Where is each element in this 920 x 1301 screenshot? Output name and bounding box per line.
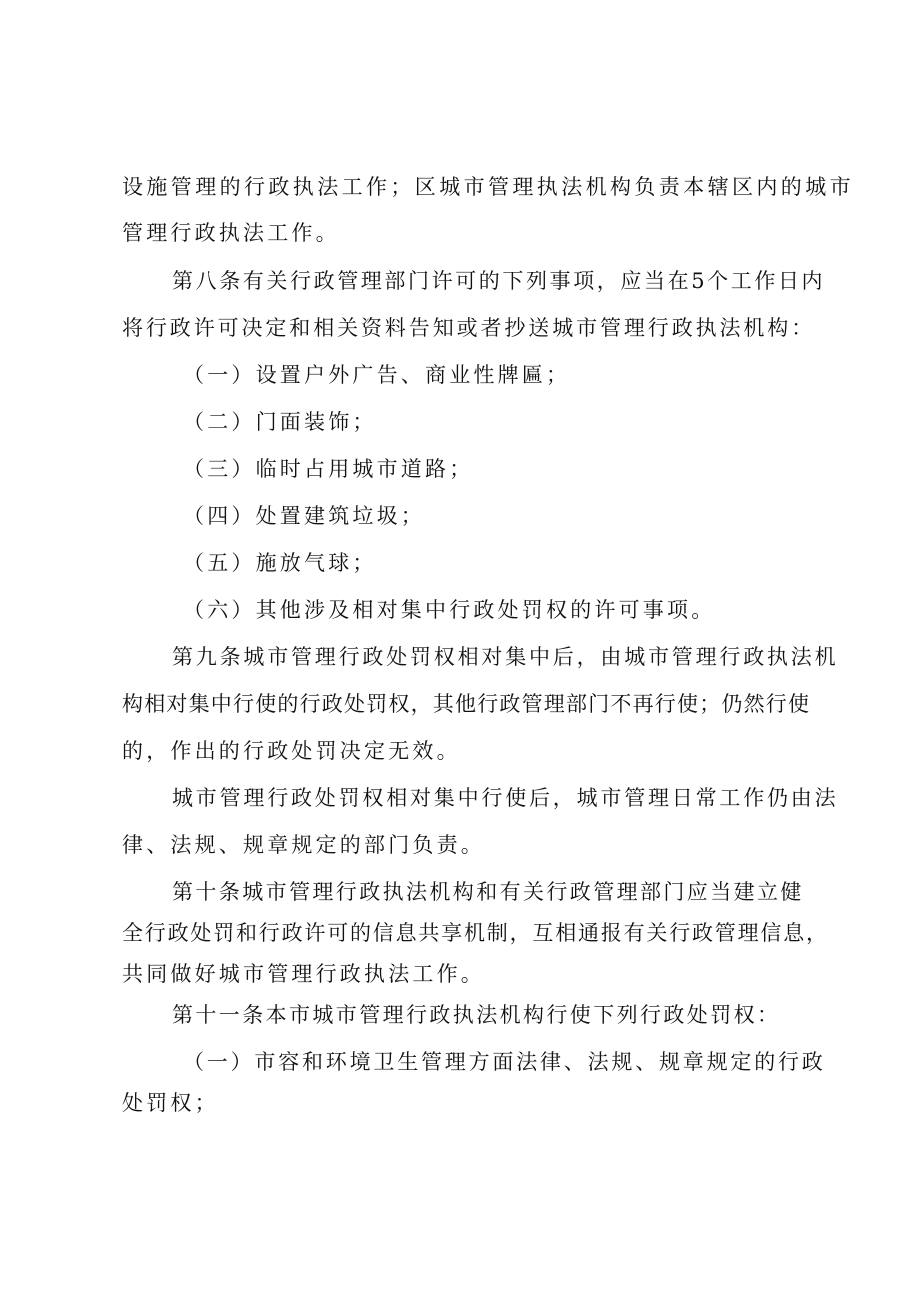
text-line: （五）施放气球； [183, 551, 377, 575]
text-line: （六）其他涉及相对集中行政处罚权的许可事项。 [183, 598, 716, 622]
text-line: 第十条城市管理行政执法机构和有关行政管理部门应当建立健 [172, 880, 804, 904]
text-line: （二）门面装饰； [183, 410, 377, 434]
text-line: 第九条城市管理行政处罚权相对集中后，由城市管理行政执法机 [172, 645, 839, 669]
text-line: 构相对集中行使的行政处罚权，其他行政管理部门不再行使；仍然行使 [122, 692, 811, 716]
text-line: 的，作出的行政处罚决定无效。 [122, 739, 461, 763]
text-line: 共同做好城市管理行政执法工作。 [122, 962, 485, 986]
text-line: 律、法规、规章规定的部门负责。 [122, 833, 485, 857]
text-line: 第十一条本市城市管理行政执法机构行使下列行政处罚权： [172, 1003, 781, 1027]
text-line: 第八条有关行政管理部门许可的下列事项，应当在5个工作日内 [172, 269, 826, 293]
text-line: （一）设置户外广告、商业性牌匾； [183, 363, 571, 387]
text-line: （一）市容和环境卫生管理方面法律、法规、规章规定的行政 [183, 1050, 826, 1074]
text-line: 全行政处罚和行政许可的信息共享机制，互相通报有关行政管理信息， [122, 921, 829, 945]
text-line: 城市管理行政处罚权相对集中行使后，城市管理日常工作仍由法 [172, 786, 839, 810]
text-line: 设施管理的行政执法工作；区城市管理执法机构负责本辖区内的城市 [122, 175, 854, 199]
text-line: （三）临时占用城市道路； [183, 457, 474, 481]
text-line: （四）处置建筑垃圾； [183, 504, 425, 528]
text-line: 将行政许可决定和相关资料告知或者抄送城市管理行政执法机构： [122, 316, 816, 340]
text-line: 处罚权； [122, 1091, 219, 1115]
text-line: 管理行政执法工作。 [122, 221, 340, 245]
